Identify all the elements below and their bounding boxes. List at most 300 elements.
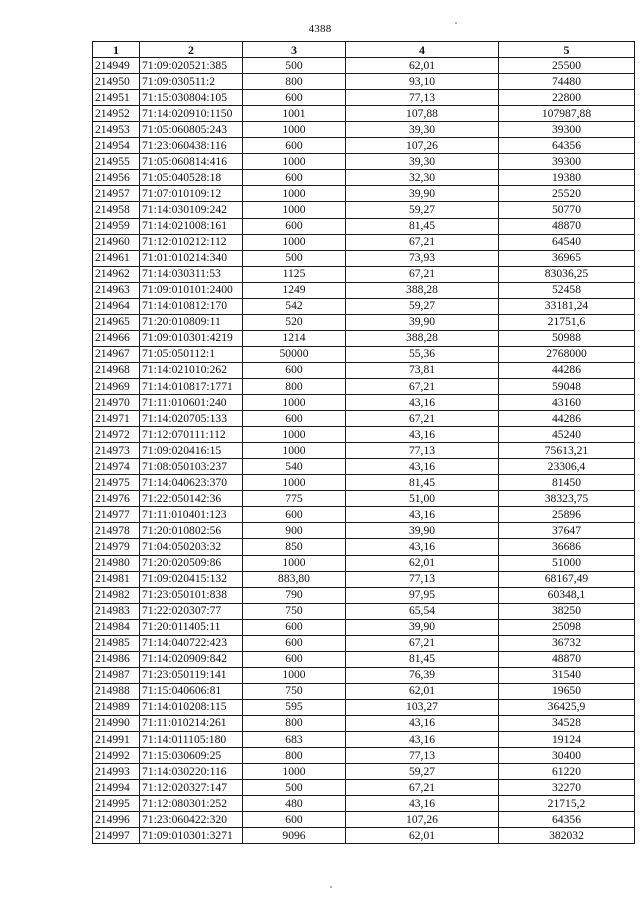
- rate-cell: 62,01: [346, 828, 499, 844]
- rate-cell: 107,26: [346, 812, 499, 828]
- area-cell: 1000: [243, 395, 346, 411]
- table-body: [93, 58, 635, 844]
- scan-speck: [455, 22, 457, 24]
- value-cell: 44286: [499, 411, 635, 427]
- cadastral-number-cell: 71:14:021008:161: [140, 218, 243, 234]
- area-cell: 600: [243, 812, 346, 828]
- rate-cell: 81,45: [346, 651, 499, 667]
- table-row: [93, 571, 635, 587]
- table-row: [93, 667, 635, 683]
- row-id-cell: 214974: [93, 459, 140, 475]
- row-id-cell: 214959: [93, 218, 140, 234]
- value-cell: 59048: [499, 378, 635, 394]
- rate-cell: 107,88: [346, 106, 499, 122]
- cadastral-number-cell: 71:20:011405:11: [140, 619, 243, 635]
- cadastral-number-cell: 71:14:030311:53: [140, 266, 243, 282]
- row-id-cell: 214966: [93, 330, 140, 346]
- scan-speck: [330, 886, 332, 888]
- cadastral-number-cell: 71:14:030220:116: [140, 764, 243, 780]
- value-cell: 33181,24: [499, 298, 635, 314]
- row-id-cell: 214960: [93, 234, 140, 250]
- cadastral-number-cell: 71:12:070111:112: [140, 427, 243, 443]
- row-id-cell: 214970: [93, 395, 140, 411]
- table-row: [93, 683, 635, 699]
- value-cell: 51000: [499, 555, 635, 571]
- row-id-cell: 214957: [93, 186, 140, 202]
- area-cell: 790: [243, 587, 346, 603]
- cadastral-number-cell: 71:05:050112:1: [140, 346, 243, 362]
- table-row: [93, 218, 635, 234]
- value-cell: 19124: [499, 732, 635, 748]
- table-row: [93, 411, 635, 427]
- cadastral-number-cell: 71:15:030804:105: [140, 90, 243, 106]
- cadastral-number-cell: 71:23:060438:116: [140, 138, 243, 154]
- cadastral-number-cell: 71:15:040606:81: [140, 683, 243, 699]
- row-id-cell: 214971: [93, 411, 140, 427]
- cadastral-number-cell: 71:20:010809:11: [140, 314, 243, 330]
- rate-cell: 43,16: [346, 539, 499, 555]
- cadastral-number-cell: 71:12:020327:147: [140, 780, 243, 796]
- cadastral-number-cell: 71:23:050119:141: [140, 667, 243, 683]
- cadastral-number-cell: 71:23:050101:838: [140, 587, 243, 603]
- value-cell: 21715,2: [499, 796, 635, 812]
- row-id-cell: 214951: [93, 90, 140, 106]
- table-row: [93, 427, 635, 443]
- rate-cell: 388,28: [346, 282, 499, 298]
- value-cell: 2768000: [499, 346, 635, 362]
- row-id-cell: 214982: [93, 587, 140, 603]
- value-cell: 22800: [499, 90, 635, 106]
- area-cell: 1125: [243, 266, 346, 282]
- cadastral-number-cell: 71:15:030609:25: [140, 748, 243, 764]
- row-id-cell: 214977: [93, 507, 140, 523]
- row-id-cell: 214968: [93, 362, 140, 378]
- row-id-cell: 214976: [93, 491, 140, 507]
- row-id-cell: 214972: [93, 427, 140, 443]
- area-cell: 500: [243, 250, 346, 266]
- row-id-cell: 214950: [93, 74, 140, 90]
- table-row: [93, 106, 635, 122]
- value-cell: 25520: [499, 186, 635, 202]
- value-cell: 39300: [499, 122, 635, 138]
- table-row: [93, 635, 635, 651]
- table-row: [93, 651, 635, 667]
- cadastral-number-cell: 71:04:050203:32: [140, 539, 243, 555]
- cadastral-number-cell: 71:22:020307:77: [140, 603, 243, 619]
- row-id-cell: 214996: [93, 812, 140, 828]
- area-cell: 600: [243, 507, 346, 523]
- column-header-3: 3: [243, 42, 346, 58]
- area-cell: 600: [243, 90, 346, 106]
- value-cell: 31540: [499, 667, 635, 683]
- value-cell: 39300: [499, 154, 635, 170]
- table-row: [93, 491, 635, 507]
- row-id-cell: 214967: [93, 346, 140, 362]
- value-cell: 19380: [499, 170, 635, 186]
- rate-cell: 39,90: [346, 523, 499, 539]
- value-cell: 34528: [499, 715, 635, 731]
- rate-cell: 43,16: [346, 395, 499, 411]
- value-cell: 36965: [499, 250, 635, 266]
- area-cell: 1000: [243, 122, 346, 138]
- area-cell: 775: [243, 491, 346, 507]
- page-number: 4388: [308, 23, 332, 35]
- value-cell: 75613,21: [499, 443, 635, 459]
- rate-cell: 62,01: [346, 555, 499, 571]
- rate-cell: 76,39: [346, 667, 499, 683]
- table-row: [93, 90, 635, 106]
- row-id-cell: 214984: [93, 619, 140, 635]
- rate-cell: 51,00: [346, 491, 499, 507]
- cadastral-number-cell: 71:20:020509:86: [140, 555, 243, 571]
- row-id-cell: 214969: [93, 378, 140, 394]
- table-row: [93, 58, 635, 74]
- value-cell: 37647: [499, 523, 635, 539]
- row-id-cell: 214961: [93, 250, 140, 266]
- rate-cell: 39,90: [346, 314, 499, 330]
- rate-cell: 73,81: [346, 362, 499, 378]
- area-cell: 800: [243, 378, 346, 394]
- row-id-cell: 214949: [93, 58, 140, 74]
- table-row: [93, 507, 635, 523]
- table-row: [93, 170, 635, 186]
- area-cell: 750: [243, 683, 346, 699]
- row-id-cell: 214986: [93, 651, 140, 667]
- table-row: [93, 250, 635, 266]
- row-id-cell: 214992: [93, 748, 140, 764]
- table-row: [93, 395, 635, 411]
- table-row: [93, 748, 635, 764]
- area-cell: 500: [243, 780, 346, 796]
- row-id-cell: 214963: [93, 282, 140, 298]
- table-row: [93, 154, 635, 170]
- table-row: [93, 234, 635, 250]
- row-id-cell: 214952: [93, 106, 140, 122]
- rate-cell: 43,16: [346, 507, 499, 523]
- row-id-cell: 214993: [93, 764, 140, 780]
- value-cell: 38323,75: [499, 491, 635, 507]
- value-cell: 23306,4: [499, 459, 635, 475]
- cadastral-number-cell: 71:11:010214:261: [140, 715, 243, 731]
- table-row: [93, 202, 635, 218]
- area-cell: 600: [243, 411, 346, 427]
- area-cell: 900: [243, 523, 346, 539]
- rate-cell: 77,13: [346, 571, 499, 587]
- area-cell: 9096: [243, 828, 346, 844]
- area-cell: 883,80: [243, 571, 346, 587]
- row-id-cell: 214958: [93, 202, 140, 218]
- row-id-cell: 214965: [93, 314, 140, 330]
- area-cell: 500: [243, 58, 346, 74]
- table-row: [93, 555, 635, 571]
- area-cell: 600: [243, 170, 346, 186]
- row-id-cell: 214991: [93, 732, 140, 748]
- rate-cell: 39,30: [346, 122, 499, 138]
- rate-cell: 67,21: [346, 266, 499, 282]
- area-cell: 600: [243, 619, 346, 635]
- value-cell: 43160: [499, 395, 635, 411]
- value-cell: 64356: [499, 138, 635, 154]
- rate-cell: 43,16: [346, 796, 499, 812]
- value-cell: 64540: [499, 234, 635, 250]
- table-row: [93, 74, 635, 90]
- table-row: [93, 764, 635, 780]
- value-cell: 36732: [499, 635, 635, 651]
- row-id-cell: 214975: [93, 475, 140, 491]
- rate-cell: 93,10: [346, 74, 499, 90]
- table-row: [93, 122, 635, 138]
- row-id-cell: 214981: [93, 571, 140, 587]
- cadastral-number-cell: 71:14:030109:242: [140, 202, 243, 218]
- row-id-cell: 214978: [93, 523, 140, 539]
- area-cell: 1000: [243, 475, 346, 491]
- value-cell: 44286: [499, 362, 635, 378]
- area-cell: 1000: [243, 154, 346, 170]
- area-cell: 50000: [243, 346, 346, 362]
- rate-cell: 77,13: [346, 748, 499, 764]
- table-row: [93, 266, 635, 282]
- row-id-cell: 214954: [93, 138, 140, 154]
- value-cell: 25500: [499, 58, 635, 74]
- table-row: [93, 138, 635, 154]
- table-row: [93, 298, 635, 314]
- table-row: [93, 459, 635, 475]
- rate-cell: 81,45: [346, 475, 499, 491]
- cadastral-number-cell: 71:11:010401:123: [140, 507, 243, 523]
- table-row: [93, 732, 635, 748]
- table-row: [93, 346, 635, 362]
- cadastral-number-cell: 71:14:021010:262: [140, 362, 243, 378]
- table-row: [93, 780, 635, 796]
- row-id-cell: 214989: [93, 699, 140, 715]
- column-header-4: 4: [346, 42, 499, 58]
- row-id-cell: 214964: [93, 298, 140, 314]
- value-cell: 19650: [499, 683, 635, 699]
- area-cell: 595: [243, 699, 346, 715]
- rate-cell: 39,90: [346, 186, 499, 202]
- area-cell: 1000: [243, 186, 346, 202]
- row-id-cell: 214985: [93, 635, 140, 651]
- cadastral-number-cell: 71:14:010812:170: [140, 298, 243, 314]
- cadastral-number-cell: 71:05:060814:416: [140, 154, 243, 170]
- table-row: [93, 699, 635, 715]
- value-cell: 25098: [499, 619, 635, 635]
- row-id-cell: 214955: [93, 154, 140, 170]
- value-cell: 25896: [499, 507, 635, 523]
- cadastral-number-cell: 71:09:030511:2: [140, 74, 243, 90]
- table-row: [93, 186, 635, 202]
- table-row: [93, 812, 635, 828]
- row-id-cell: 214990: [93, 715, 140, 731]
- area-cell: 600: [243, 138, 346, 154]
- rate-cell: 67,21: [346, 411, 499, 427]
- cadastral-number-cell: 71:09:010101:2400: [140, 282, 243, 298]
- row-id-cell: 214956: [93, 170, 140, 186]
- area-cell: 1000: [243, 555, 346, 571]
- cadastral-number-cell: 71:08:050103:237: [140, 459, 243, 475]
- rate-cell: 43,16: [346, 427, 499, 443]
- cadastral-number-cell: 71:12:010212:112: [140, 234, 243, 250]
- table-row: [93, 619, 635, 635]
- area-cell: 600: [243, 635, 346, 651]
- cadastral-number-cell: 71:05:040528:18: [140, 170, 243, 186]
- cadastral-number-cell: 71:09:010301:4219: [140, 330, 243, 346]
- row-id-cell: 214953: [93, 122, 140, 138]
- rate-cell: 59,27: [346, 764, 499, 780]
- area-cell: 750: [243, 603, 346, 619]
- value-cell: 36686: [499, 539, 635, 555]
- area-cell: 1000: [243, 427, 346, 443]
- value-cell: 61220: [499, 764, 635, 780]
- area-cell: 600: [243, 362, 346, 378]
- area-cell: 542: [243, 298, 346, 314]
- rate-cell: 39,30: [346, 154, 499, 170]
- data-table: [92, 41, 635, 844]
- row-id-cell: 214995: [93, 796, 140, 812]
- value-cell: 45240: [499, 427, 635, 443]
- rate-cell: 81,45: [346, 218, 499, 234]
- cadastral-number-cell: 71:14:020705:133: [140, 411, 243, 427]
- cadastral-number-cell: 71:05:060805:243: [140, 122, 243, 138]
- row-id-cell: 214988: [93, 683, 140, 699]
- area-cell: 1249: [243, 282, 346, 298]
- area-cell: 480: [243, 796, 346, 812]
- value-cell: 382032: [499, 828, 635, 844]
- rate-cell: 39,90: [346, 619, 499, 635]
- header-row: [93, 42, 635, 58]
- value-cell: 83036,25: [499, 266, 635, 282]
- value-cell: 64356: [499, 812, 635, 828]
- area-cell: 540: [243, 459, 346, 475]
- cadastral-number-cell: 71:11:010601:240: [140, 395, 243, 411]
- rate-cell: 62,01: [346, 58, 499, 74]
- value-cell: 81450: [499, 475, 635, 491]
- rate-cell: 103,27: [346, 699, 499, 715]
- rate-cell: 67,21: [346, 378, 499, 394]
- table-row: [93, 828, 635, 844]
- column-header-1: 1: [93, 42, 140, 58]
- area-cell: 1001: [243, 106, 346, 122]
- table-row: [93, 282, 635, 298]
- value-cell: 50770: [499, 202, 635, 218]
- rate-cell: 97,95: [346, 587, 499, 603]
- table-row: [93, 330, 635, 346]
- table-row: [93, 378, 635, 394]
- rate-cell: 43,16: [346, 732, 499, 748]
- table-row: [93, 715, 635, 731]
- cadastral-number-cell: 71:14:040722:423: [140, 635, 243, 651]
- area-cell: 600: [243, 651, 346, 667]
- rate-cell: 67,21: [346, 635, 499, 651]
- cadastral-number-cell: 71:14:020909:842: [140, 651, 243, 667]
- rate-cell: 32,30: [346, 170, 499, 186]
- rate-cell: 77,13: [346, 90, 499, 106]
- cadastral-number-cell: 71:12:080301:252: [140, 796, 243, 812]
- row-id-cell: 214980: [93, 555, 140, 571]
- value-cell: 21751,6: [499, 314, 635, 330]
- table-row: [93, 539, 635, 555]
- row-id-cell: 214973: [93, 443, 140, 459]
- value-cell: 32270: [499, 780, 635, 796]
- rate-cell: 59,27: [346, 202, 499, 218]
- area-cell: 800: [243, 748, 346, 764]
- row-id-cell: 214994: [93, 780, 140, 796]
- rate-cell: 67,21: [346, 234, 499, 250]
- table-row: [93, 587, 635, 603]
- value-cell: 107987,88: [499, 106, 635, 122]
- rate-cell: 73,93: [346, 250, 499, 266]
- cadastral-number-cell: 71:14:010817:1771: [140, 378, 243, 394]
- table-row: [93, 362, 635, 378]
- row-id-cell: 214962: [93, 266, 140, 282]
- rate-cell: 77,13: [346, 443, 499, 459]
- value-cell: 74480: [499, 74, 635, 90]
- cadastral-number-cell: 71:01:010214:340: [140, 250, 243, 266]
- cadastral-number-cell: 71:14:020910:1150: [140, 106, 243, 122]
- value-cell: 36425,9: [499, 699, 635, 715]
- value-cell: 68167,49: [499, 571, 635, 587]
- value-cell: 60348,1: [499, 587, 635, 603]
- row-id-cell: 214987: [93, 667, 140, 683]
- cadastral-number-cell: 71:09:020415:132: [140, 571, 243, 587]
- rate-cell: 43,16: [346, 715, 499, 731]
- cadastral-number-cell: 71:14:010208:115: [140, 699, 243, 715]
- cadastral-number-cell: 71:09:020521:385: [140, 58, 243, 74]
- column-header-5: 5: [499, 42, 635, 58]
- cadastral-number-cell: 71:14:040623:370: [140, 475, 243, 491]
- value-cell: 48870: [499, 218, 635, 234]
- table-row: [93, 475, 635, 491]
- cadastral-number-cell: 71:07:010109:12: [140, 186, 243, 202]
- value-cell: 38250: [499, 603, 635, 619]
- cadastral-number-cell: 71:09:010301:3271: [140, 828, 243, 844]
- area-cell: 1000: [243, 234, 346, 250]
- cadastral-number-cell: 71:23:060422:320: [140, 812, 243, 828]
- cadastral-number-cell: 71:22:050142:36: [140, 491, 243, 507]
- area-cell: 800: [243, 74, 346, 90]
- rate-cell: 59,27: [346, 298, 499, 314]
- table-row: [93, 443, 635, 459]
- area-cell: 520: [243, 314, 346, 330]
- rate-cell: 62,01: [346, 683, 499, 699]
- area-cell: 1214: [243, 330, 346, 346]
- value-cell: 48870: [499, 651, 635, 667]
- area-cell: 1000: [243, 764, 346, 780]
- row-id-cell: 214983: [93, 603, 140, 619]
- row-id-cell: 214979: [93, 539, 140, 555]
- rate-cell: 388,28: [346, 330, 499, 346]
- area-cell: 1000: [243, 667, 346, 683]
- rate-cell: 65,54: [346, 603, 499, 619]
- row-id-cell: 214997: [93, 828, 140, 844]
- area-cell: 1000: [243, 443, 346, 459]
- cadastral-number-cell: 71:20:010802:56: [140, 523, 243, 539]
- area-cell: 683: [243, 732, 346, 748]
- table-row: [93, 314, 635, 330]
- area-cell: 1000: [243, 202, 346, 218]
- table-row: [93, 523, 635, 539]
- value-cell: 30400: [499, 748, 635, 764]
- rate-cell: 43,16: [346, 459, 499, 475]
- rate-cell: 55,36: [346, 346, 499, 362]
- value-cell: 50988: [499, 330, 635, 346]
- column-header-2: 2: [140, 42, 243, 58]
- area-cell: 600: [243, 218, 346, 234]
- area-cell: 800: [243, 715, 346, 731]
- area-cell: 850: [243, 539, 346, 555]
- rate-cell: 67,21: [346, 780, 499, 796]
- cadastral-number-cell: 71:09:020416:15: [140, 443, 243, 459]
